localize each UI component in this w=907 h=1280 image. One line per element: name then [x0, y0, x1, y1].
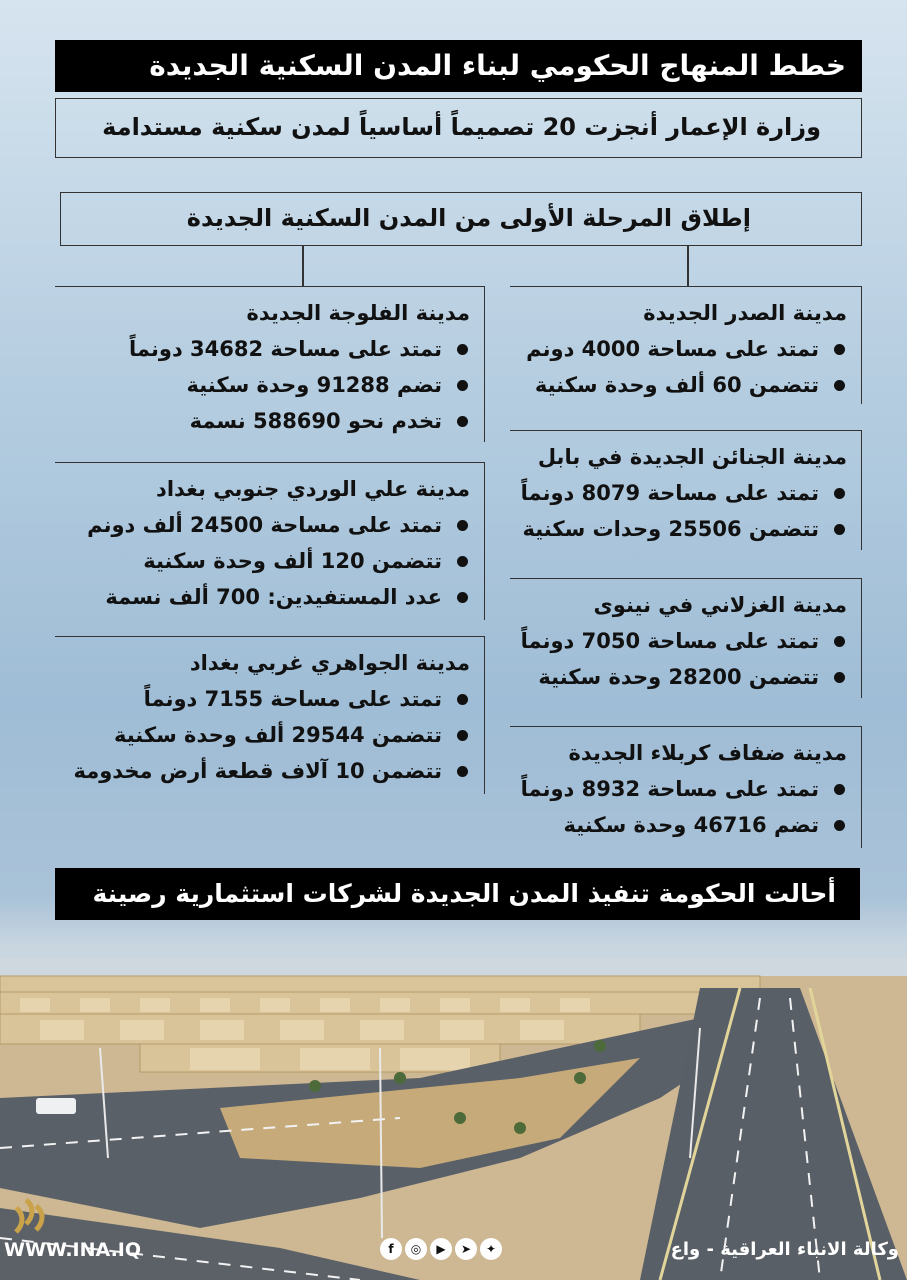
city-fact: تمتد على مساحة 7050 دونماً	[510, 623, 847, 659]
phase-heading: إطلاق المرحلة الأولى من المدن السكنية الجديدة	[60, 192, 862, 246]
city-card-janain	[510, 430, 862, 550]
youtube-icon[interactable]: ▶	[430, 1238, 452, 1260]
telegram-icon[interactable]: ➤	[455, 1238, 477, 1260]
instagram-icon[interactable]: ◎	[405, 1238, 427, 1260]
city-fact: تخدم نحو 588690 نسمة	[55, 403, 470, 439]
city-name: مدينة الغزلاني في نينوى	[593, 593, 847, 617]
city-card-karbala	[510, 726, 862, 848]
city-card-sadr	[510, 286, 862, 404]
city-fact: تمتد على مساحة 8932 دونماً	[510, 771, 847, 807]
infographic-title: خطط المنهاج الحكومي لبناء المدن السكنية الجديدة	[55, 40, 862, 92]
twitter-icon[interactable]: ✦	[480, 1238, 502, 1260]
city-card-ghizlani	[510, 578, 862, 698]
agency-name: وكالة الانباء العراقية - واع	[670, 1239, 899, 1260]
city-fact: تتضمن 60 ألف وحدة سكنية	[510, 367, 847, 403]
website-url[interactable]: WWW.INA.IQ	[4, 1239, 142, 1261]
city-fact: تمتد على مساحة 24500 ألف دونم	[55, 507, 470, 543]
city-name: مدينة علي الوردي جنوبي بغداد	[156, 477, 470, 501]
city-card-ali-alwardi	[55, 462, 485, 620]
connector-right	[687, 246, 689, 286]
city-name: مدينة ضفاف كربلاء الجديدة	[568, 741, 847, 765]
city-fact: عدد المستفيدين: 700 ألف نسمة	[55, 579, 470, 615]
city-fact: تمتد على مساحة 7155 دونماً	[55, 681, 470, 717]
conclusion-banner: أحالت الحكومة تنفيذ المدن الجديدة لشركات استثمارية رصينة	[55, 868, 860, 920]
city-fact: تتضمن 25506 وحدات سكنية	[510, 511, 847, 547]
infographic-subtitle: وزارة الإعمار أنجزت 20 تصميماً أساسياً لمدن سكنية مستدامة	[55, 98, 862, 158]
city-name: مدينة الجنائن الجديدة في بابل	[537, 445, 847, 469]
city-card-jawahiri	[55, 636, 485, 794]
social-icons	[380, 1238, 502, 1260]
city-fact: تتضمن 28200 وحدة سكنية	[510, 659, 847, 695]
connector-left	[302, 246, 304, 286]
city-fact: تتضمن 10 آلاف قطعة أرض مخدومة	[55, 753, 470, 789]
city-fact: تمتد على مساحة 8079 دونماً	[510, 475, 847, 511]
aerial-city-photo	[0, 958, 907, 1280]
city-fact: تضم 91288 وحدة سكنية	[55, 367, 470, 403]
city-fact: تمتد على مساحة 34682 دونماً	[55, 331, 470, 367]
city-name: مدينة الفلوجة الجديدة	[246, 301, 470, 325]
city-fact: تتضمن 29544 ألف وحدة سكنية	[55, 717, 470, 753]
city-name: مدينة الجواهري غربي بغداد	[189, 651, 470, 675]
city-fact: تتضمن 120 ألف وحدة سكنية	[55, 543, 470, 579]
city-name: مدينة الصدر الجديدة	[643, 301, 847, 325]
facebook-icon[interactable]: f	[380, 1238, 402, 1260]
city-card-fallujah	[55, 286, 485, 442]
city-fact: تضم 46716 وحدة سكنية	[510, 807, 847, 843]
city-fact: تمتد على مساحة 4000 دونم	[510, 331, 847, 367]
